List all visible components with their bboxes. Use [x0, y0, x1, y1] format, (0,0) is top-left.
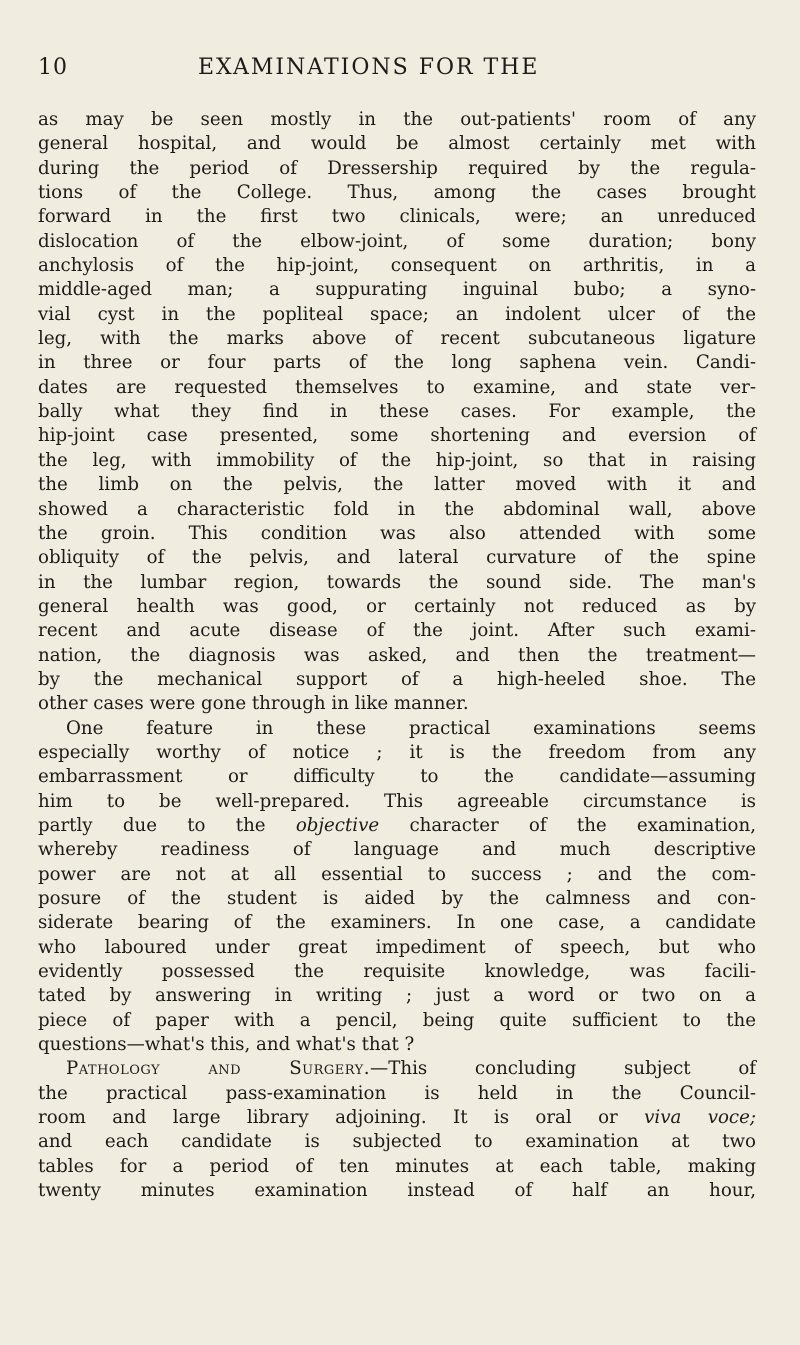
text-line: general health was good, or certainly not reduced as by: [38, 595, 756, 617]
text-line: and each candidate is subjected to examination at two: [38, 1131, 756, 1153]
text-line: especially worthy of notice ; it is the freedom from any: [38, 741, 756, 763]
text-line: tions of the College. Thus, among the cases brought: [38, 182, 756, 204]
text-line: posure of the student is aided by the calmness and con-: [38, 888, 756, 909]
text-line-with-italic: [38, 814, 756, 838]
text-run: character of the examination,: [379, 814, 756, 836]
text-line: anchylosis of the hip-joint, consequent on arthritis, in a: [38, 255, 756, 277]
paragraph-1: [38, 108, 756, 717]
running-title: EXAMINATIONS FOR THE: [198, 55, 540, 80]
text-line: piece of paper with a pencil, being quite sufficient to the: [38, 1009, 756, 1031]
text-line: during the period of Dressership required by the regula-: [38, 157, 756, 179]
text-line: showed a characteristic fold in the abdominal wall, above: [38, 498, 756, 520]
text-line: obliquity of the pelvis, and lateral curvature of the spine: [38, 547, 756, 569]
text-line: other cases were gone through in like manner.: [38, 693, 469, 715]
text-run: —This concluding subject of: [370, 1058, 756, 1080]
text-line: dislocation of the elbow-joint, of some duration; bony: [38, 230, 756, 252]
text-line: One feature in these practical examinations seems: [66, 717, 756, 739]
text-line: forward in the first two clinicals, were; an unreduced: [38, 206, 756, 228]
text-line: tables for a period of ten minutes at each table, making: [38, 1155, 756, 1177]
text-line: bally what they find in these cases. For example, the: [38, 401, 756, 423]
text-line: power are not at all essential to success ; and the com-: [38, 863, 756, 885]
text-line: siderate bearing of the examiners. In one case, a candidate: [38, 912, 756, 934]
text-line: dates are requested themselves to examine, and state ver-: [38, 376, 756, 398]
text-line: in three or four parts of the long saphena vein. Candi-: [38, 352, 756, 374]
text-line: the limb on the pelvis, the latter moved with it and: [38, 474, 756, 496]
text-line-with-italic: [38, 1106, 756, 1130]
text-line: who laboured under great impediment of speech, but who: [38, 936, 756, 958]
text-line: evidently possessed the requisite knowledge, was facili-: [38, 961, 756, 983]
italic-phrase: viva voce;: [644, 1107, 756, 1129]
text-line: vial cyst in the popliteal space; an indolent ulcer of the: [38, 303, 756, 325]
text-line: twenty minutes examination instead of half an hour,: [38, 1180, 756, 1202]
text-line-with-heading: [38, 1057, 756, 1081]
text-line: the groin. This condition was also attended with some: [38, 522, 756, 544]
paragraph-2: [38, 717, 756, 1058]
text-line: as may be seen mostly in the out-patients' room of any: [38, 109, 756, 130]
text-line: the leg, with immobility of the hip-joint, so that in raising: [38, 449, 756, 471]
page-header: [38, 55, 764, 85]
text-line: embarrassment or difficulty to the candidate—assuming: [38, 766, 756, 788]
text-line: questions—what's this, and what's that ?: [38, 1034, 415, 1056]
text-line: whereby readiness of language and much descriptive: [38, 839, 756, 861]
text-line: tated by answering in writing ; just a word or two on a: [38, 985, 756, 1007]
section-heading: Pathology and Surgery.: [66, 1058, 371, 1080]
text-line: nation, the diagnosis was asked, and then the treatment—: [38, 644, 756, 666]
text-line: in the lumbar region, towards the sound side. The man's: [38, 571, 756, 593]
body-text: [38, 108, 756, 1203]
text-line: him to be well-prepared. This agreeable circumstance is: [38, 790, 756, 812]
text-line: the practical pass-examination is held in the Council-: [38, 1082, 756, 1104]
text-line: middle-aged man; a suppurating inguinal bubo; a syno-: [38, 279, 756, 301]
text-run: partly due to the: [38, 814, 296, 836]
text-line: hip-joint case presented, some shortening and eversion of: [38, 425, 756, 447]
paragraph-3: [38, 1057, 756, 1203]
text-line: recent and acute disease of the joint. After such exami-: [38, 620, 756, 642]
text-line: by the mechanical support of a high-heeled shoe. The: [38, 668, 756, 690]
page-number: 10: [38, 55, 68, 80]
text-run: room and large library adjoining. It is oral or: [38, 1107, 645, 1129]
text-line: general hospital, and would be almost certainly met with: [38, 133, 756, 155]
text-line: leg, with the marks above of recent subcutaneous ligature: [38, 328, 756, 350]
italic-word: objective: [295, 814, 380, 836]
